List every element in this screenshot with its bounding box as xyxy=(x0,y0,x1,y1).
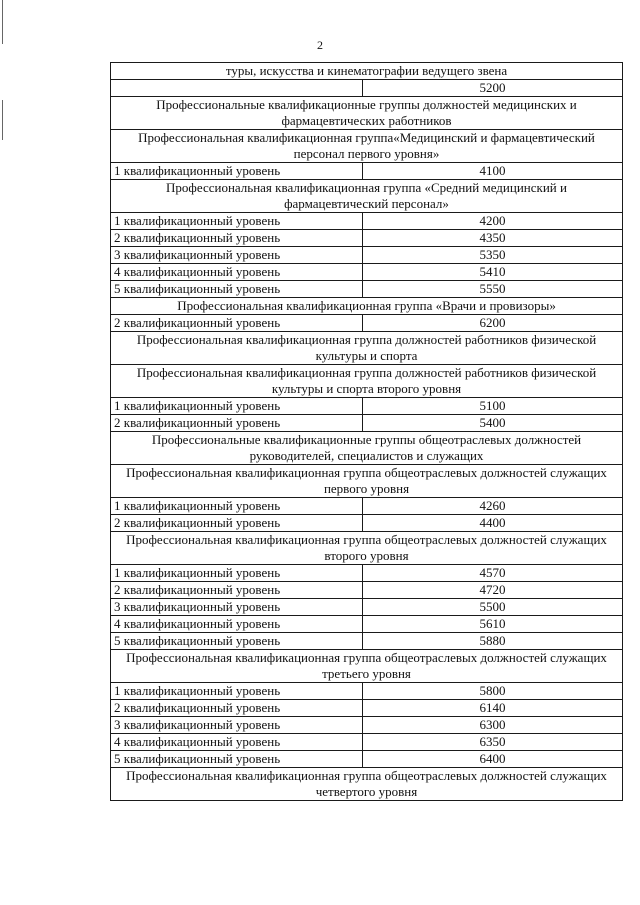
salary-value-cell: 4200 xyxy=(363,213,623,230)
salary-table-body xyxy=(111,63,623,801)
salary-value-cell: 4100 xyxy=(363,163,623,180)
group-header-cell: Профессиональная квалификационная группа общеотраслевых должностей служащих четвертого уровня xyxy=(111,768,623,801)
level-row xyxy=(111,683,623,700)
qualification-level-cell: 2 квалификационный уровень xyxy=(111,415,363,432)
group-header-row xyxy=(111,432,623,465)
group-header-cell: Профессиональная квалификационная группа«Медицинский и фармацевтический персонал первого уровня» xyxy=(111,130,623,163)
qualification-level-cell: 1 квалификационный уровень xyxy=(111,213,363,230)
salary-value-cell: 5800 xyxy=(363,683,623,700)
salary-value-cell: 5400 xyxy=(363,415,623,432)
level-row xyxy=(111,582,623,599)
qualification-level-cell: 5 квалификационный уровень xyxy=(111,281,363,298)
level-row xyxy=(111,700,623,717)
qualification-level-cell: 2 квалификационный уровень xyxy=(111,582,363,599)
qualification-level-cell: 1 квалификационный уровень xyxy=(111,498,363,515)
empty-level-cell xyxy=(111,80,363,97)
level-row xyxy=(111,163,623,180)
salary-value-cell: 5100 xyxy=(363,398,623,415)
qualification-level-cell: 4 квалификационный уровень xyxy=(111,264,363,281)
salary-value-cell: 5500 xyxy=(363,599,623,616)
margin-mark-bottom xyxy=(2,100,3,140)
group-header-cell: Профессиональная квалификационная группа должностей работников физической культуры и спорта второго уровня xyxy=(111,365,623,398)
group-header-row xyxy=(111,332,623,365)
level-row xyxy=(111,415,623,432)
salary-value-cell: 4570 xyxy=(363,565,623,582)
group-header-row xyxy=(111,532,623,565)
group-header-cell: Профессиональные квалификационные группы должностей медицинских и фармацевтических работников xyxy=(111,97,623,130)
group-header-cell: Профессиональная квалификационная группа общеотраслевых должностей служащих первого уровня xyxy=(111,465,623,498)
group-header-cell: туры, искусства и кинематографии ведущего звена xyxy=(111,63,623,80)
level-row xyxy=(111,633,623,650)
salary-value-cell: 6300 xyxy=(363,717,623,734)
level-row xyxy=(111,565,623,582)
qualification-level-cell: 4 квалификационный уровень xyxy=(111,734,363,751)
group-header-cell: Профессиональная квалификационная группа должностей работников физической культуры и спорта xyxy=(111,332,623,365)
level-row xyxy=(111,751,623,768)
salary-value-cell: 4260 xyxy=(363,498,623,515)
group-header-row xyxy=(111,650,623,683)
level-row xyxy=(111,498,623,515)
qualification-level-cell: 1 квалификационный уровень xyxy=(111,565,363,582)
qualification-level-cell: 2 квалификационный уровень xyxy=(111,230,363,247)
level-row xyxy=(111,717,623,734)
salary-value-cell: 6350 xyxy=(363,734,623,751)
salary-value-cell: 5410 xyxy=(363,264,623,281)
level-row xyxy=(111,230,623,247)
qualification-level-cell: 3 квалификационный уровень xyxy=(111,247,363,264)
salary-value-cell: 5610 xyxy=(363,616,623,633)
salary-value-cell: 4350 xyxy=(363,230,623,247)
group-header-row xyxy=(111,180,623,213)
salary-value-cell: 5550 xyxy=(363,281,623,298)
group-header-cell: Профессиональная квалификационная группа общеотраслевых должностей служащих второго уровня xyxy=(111,532,623,565)
group-header-cell: Профессиональная квалификационная группа «Врачи и провизоры» xyxy=(111,298,623,315)
qualification-level-cell: 3 квалификационный уровень xyxy=(111,599,363,616)
level-row xyxy=(111,247,623,264)
level-row xyxy=(111,599,623,616)
group-header-row xyxy=(111,768,623,801)
level-row xyxy=(111,398,623,415)
qualification-level-cell: 1 квалификационный уровень xyxy=(111,163,363,180)
group-header-row xyxy=(111,63,623,80)
group-header-row xyxy=(111,465,623,498)
salary-value-cell: 5350 xyxy=(363,247,623,264)
salary-table xyxy=(110,62,623,801)
value-row xyxy=(111,80,623,97)
qualification-level-cell: 1 квалификационный уровень xyxy=(111,398,363,415)
salary-value-cell: 6140 xyxy=(363,700,623,717)
group-header-row xyxy=(111,365,623,398)
group-header-cell: Профессиональные квалификационные группы общеотраслевых должностей руководителей, специалистов и служащих xyxy=(111,432,623,465)
group-header-row xyxy=(111,298,623,315)
group-header-cell: Профессиональная квалификационная группа общеотраслевых должностей служащих третьего уровня xyxy=(111,650,623,683)
salary-value-cell: 4720 xyxy=(363,582,623,599)
level-row xyxy=(111,616,623,633)
salary-value-cell: 5880 xyxy=(363,633,623,650)
level-row xyxy=(111,213,623,230)
group-header-row xyxy=(111,130,623,163)
level-row xyxy=(111,264,623,281)
page-number: 2 xyxy=(317,38,323,52)
level-row xyxy=(111,515,623,532)
level-row xyxy=(111,281,623,298)
salary-value-cell: 6200 xyxy=(363,315,623,332)
qualification-level-cell: 1 квалификационный уровень xyxy=(111,683,363,700)
level-row xyxy=(111,315,623,332)
qualification-level-cell: 2 квалификационный уровень xyxy=(111,315,363,332)
qualification-level-cell: 2 квалификационный уровень xyxy=(111,700,363,717)
qualification-level-cell: 4 квалификационный уровень xyxy=(111,616,363,633)
qualification-level-cell: 2 квалификационный уровень xyxy=(111,515,363,532)
qualification-level-cell: 5 квалификационный уровень xyxy=(111,751,363,768)
salary-value-cell: 6400 xyxy=(363,751,623,768)
salary-value-cell: 4400 xyxy=(363,515,623,532)
group-header-cell: Профессиональная квалификационная группа «Средний медицинский и фармацевтический персонал» xyxy=(111,180,623,213)
qualification-level-cell: 5 квалификационный уровень xyxy=(111,633,363,650)
qualification-level-cell: 3 квалификационный уровень xyxy=(111,717,363,734)
level-row xyxy=(111,734,623,751)
group-header-row xyxy=(111,97,623,130)
salary-value-cell: 5200 xyxy=(363,80,623,97)
